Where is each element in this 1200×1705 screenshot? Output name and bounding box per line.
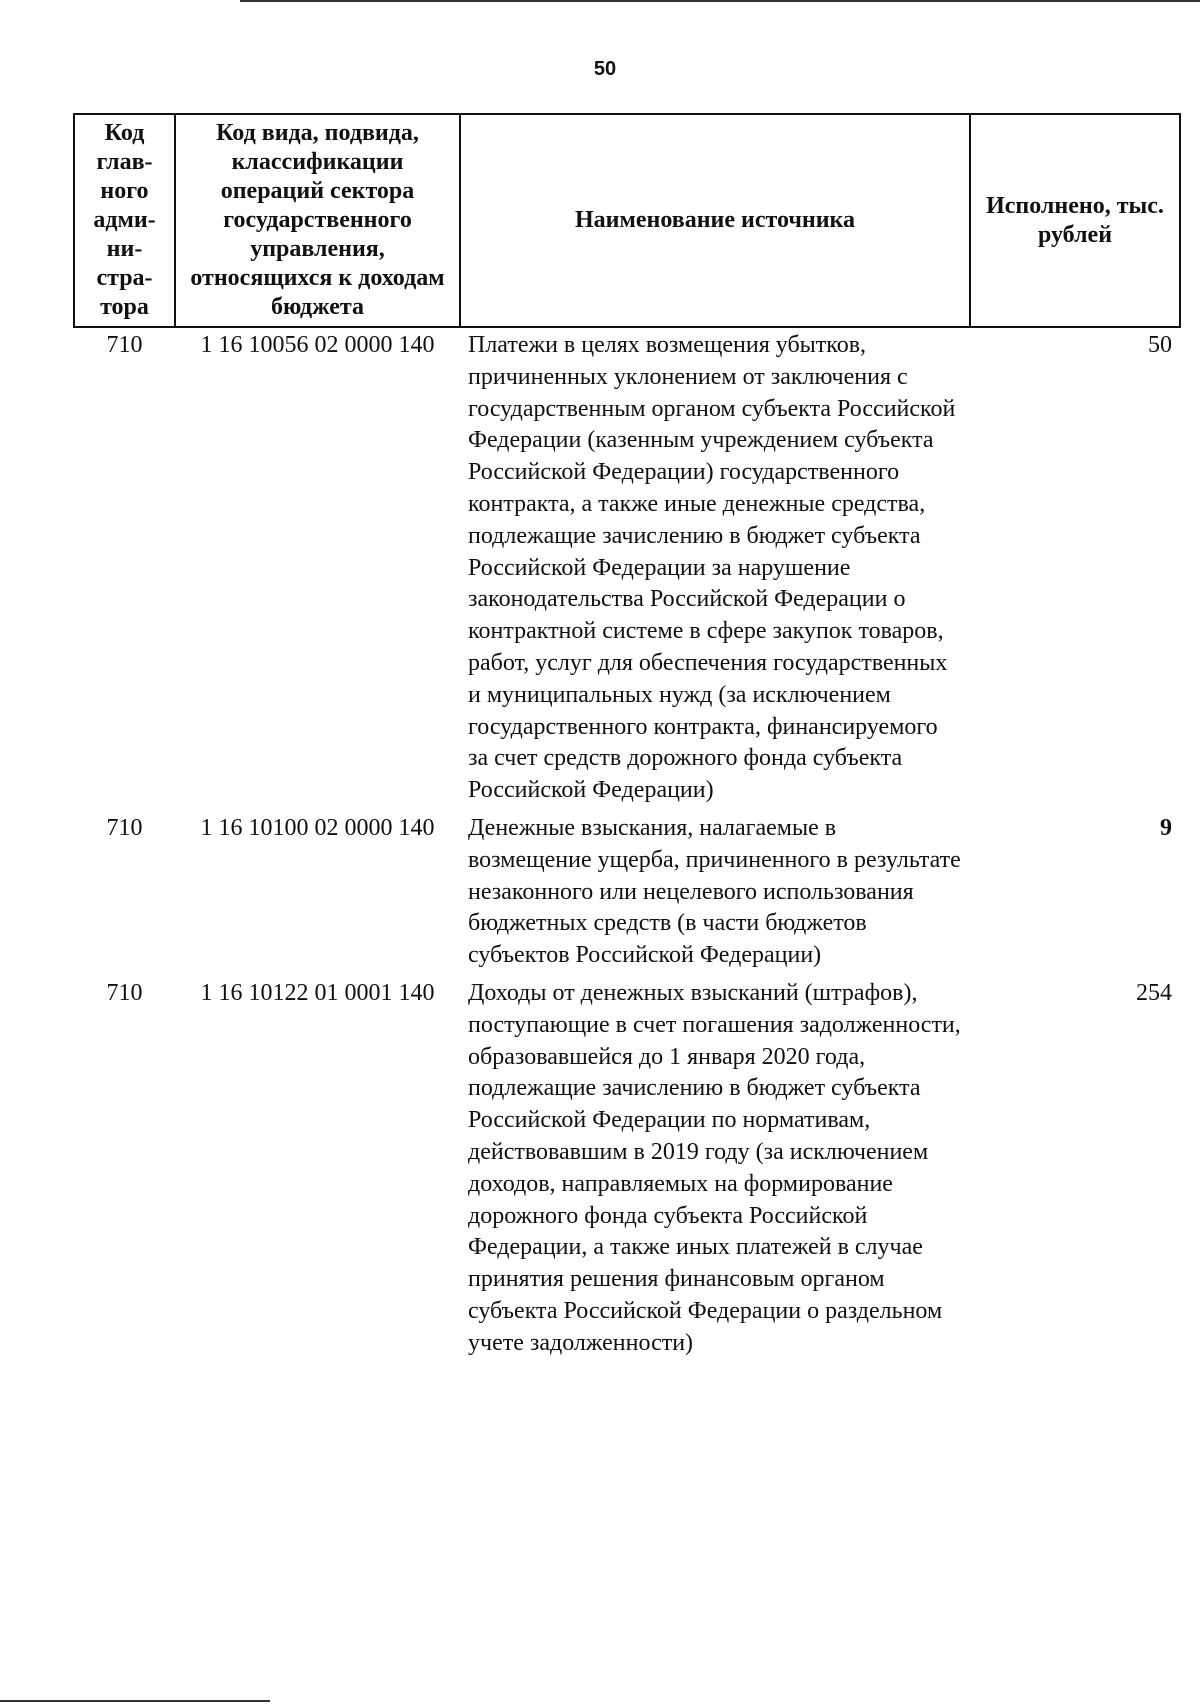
- header-executed-label: Исполнено, тыс. рублей: [986, 192, 1164, 248]
- source-name-cell: Денежные взыскания, налагаемые в возмещение ущерба, причиненного в результате незаконного или нецелевого использования бюджетных средств (в части бюджетов субъектов Российской Федерации): [468, 814, 961, 969]
- header-source-name-label: Наименование источника: [575, 207, 855, 233]
- table-row: [74, 327, 1180, 811]
- table-header: [74, 114, 1180, 327]
- budget-sources-table: [73, 113, 1181, 1364]
- kbk-code-cell: 1 16 10122 01 0001 140: [200, 979, 435, 1006]
- admin-code-cell: 710: [106, 979, 143, 1006]
- header-kbk-code-label: Код вида, подвида, классификации операций сектора государственного управления, относящихся к доходам бюджета: [190, 120, 445, 320]
- table-body: [74, 327, 1180, 1364]
- executed-amount-cell: 254: [1136, 979, 1172, 1006]
- admin-code-cell: 710: [106, 814, 143, 841]
- table-row: [74, 811, 1180, 976]
- header-admin-code-label: Код глав-ного адми-ни-стра-тора: [93, 120, 156, 320]
- header-admin-code: [74, 114, 175, 327]
- admin-code-cell: 710: [106, 332, 143, 358]
- header-source-name: [460, 114, 970, 327]
- executed-amount-cell: 9: [1160, 814, 1172, 841]
- header-row: [74, 114, 1180, 327]
- page-number: 50: [593, 58, 617, 80]
- bottom-scan-edge: [0, 1700, 270, 1702]
- top-scan-edge: [240, 0, 1200, 2]
- header-kbk-code: [175, 114, 460, 327]
- table-row: [74, 976, 1180, 1364]
- source-name-cell: Доходы от денежных взысканий (штрафов), поступающие в счет погашения задолженности, образовавшейся до 1 января 2020 года, подлежащие зачислению в бюджет субъекта Российской Федерации по нормативам, действовавшим в 2019 году (за исключением доходов, направляемых на формирование дорожного фонда субъекта Российской Федерации, а также иных платежей в случае принятия решения финансовым органом субъекта Российской Федерации о раздельном учете задолженности): [468, 979, 961, 1356]
- kbk-code-cell: 1 16 10100 02 0000 140: [200, 814, 435, 841]
- executed-amount-cell: 50: [1148, 332, 1172, 358]
- header-executed: [970, 114, 1180, 327]
- source-name-cell: Платежи в целях возмещения убытков, причиненных уклонением от заключения с государственным органом субъекта Российской Федерации (казенным учреждением субъекта Российской Федерации) государственного контракта, а также иные денежные средства, подлежащие зачислению в бюджет субъекта Российской Федерации за нарушение законодательства Российской Федерации о контрактной системе в сфере закупок товаров, работ, услуг для обеспечения государственных и муниципальных нужд (за исключением государственного контракта, финансируемого за счет средств дорожного фонда субъекта Российской Федерации): [468, 332, 956, 804]
- kbk-code-cell: 1 16 10056 02 0000 140: [200, 332, 435, 358]
